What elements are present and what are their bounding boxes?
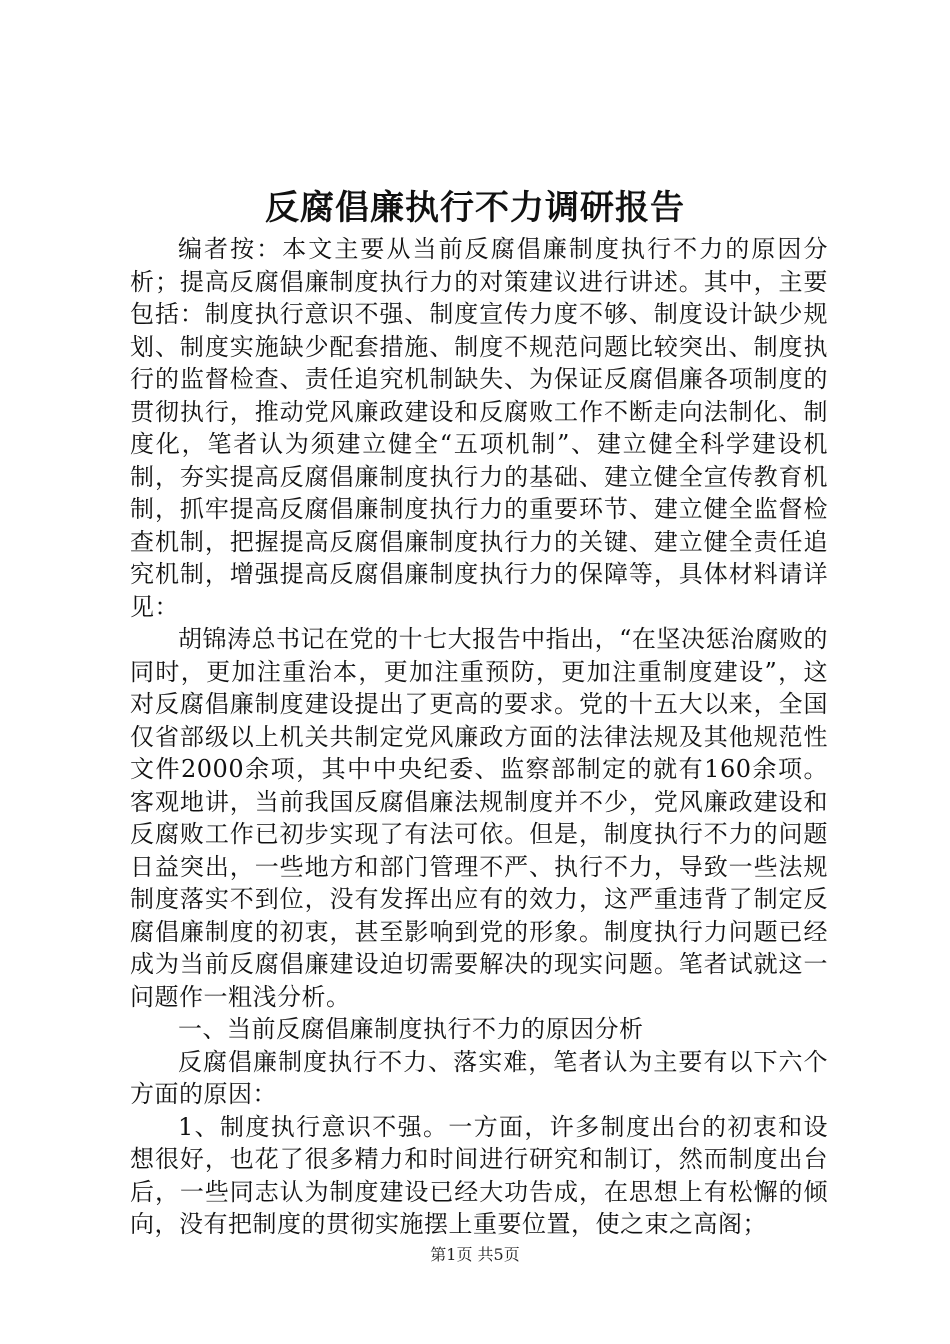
document-body <box>130 233 828 1241</box>
document-title: 反腐倡廉执行不力调研报告 <box>265 188 685 228</box>
body-paragraph: 胡锦涛总书记在党的十七大报告中指出，“在坚决惩治腐败的同时，更加注重治本，更加注重预防，更加注重制度建设”，这对反腐倡廉制度建设提出了更高的要求。党的十五大以来，全国仅省部级以上机关共制定党风廉政方面的法律法规及其他规范性文件2000余项，其中中央纪委、监察部制定的就有160余项。客观地讲，当前我国反腐倡廉法规制度并不少，党风廉政建设和反腐败工作已初步实现了有法可依。但是，制度执行不力的问题日益突出，一些地方和部门管理不严、执行不力，导致一些法规制度落实不到位，没有发挥出应有的效力，这严重违背了制定反腐倡廉制度的初衷，甚至影响到党的形象。制度执行力问题已经成为当前反腐倡廉建设迫切需要解决的现实问题。笔者试就这一问题作一粗浅分析。 <box>130 625 828 1011</box>
section-heading: 一、当前反腐倡廉制度执行不力的原因分析 <box>178 1015 644 1043</box>
page-number-footer: 第1页 共5页 <box>430 1245 520 1264</box>
body-paragraph: 反腐倡廉制度执行不力、落实难，笔者认为主要有以下六个方面的原因： <box>130 1047 828 1108</box>
editor-note-paragraph: 编者按：本文主要从当前反腐倡廉制度执行不力的原因分析；提高反腐倡廉制度执行力的对策建议进行讲述。其中，主要包括：制度执行意识不强、制度宣传力度不够、制度设计缺少规划、制度实施缺少配套措施、制度不规范问题比较突出、制度执行的监督检查、责任追究机制缺失、为保证反腐倡廉各项制度的贯彻执行，推动党风廉政建设和反腐败工作不断走向法制化、制度化，笔者认为须建立健全“五项机制”、建立健全科学建设机制，夯实提高反腐倡廉制度执行力的基础、建立健全宣传教育机制，抓牢提高反腐倡廉制度执行力的重要环节、建立健全监督检查机制，把握提高反腐倡廉制度执行力的关键、建立健全责任追究机制，增强提高反腐倡廉制度执行力的保障等，具体材料请详见： <box>130 235 828 621</box>
body-paragraph: 1、制度执行意识不强。一方面，许多制度出台的初衷和设想很好，也花了很多精力和时间进行研究和制订，然而制度出台后，一些同志认为制度建设已经大功告成，在思想上有松懈的倾向，没有把制度的贯彻实施摆上重要位置，使之束之高阁； <box>130 1112 828 1238</box>
